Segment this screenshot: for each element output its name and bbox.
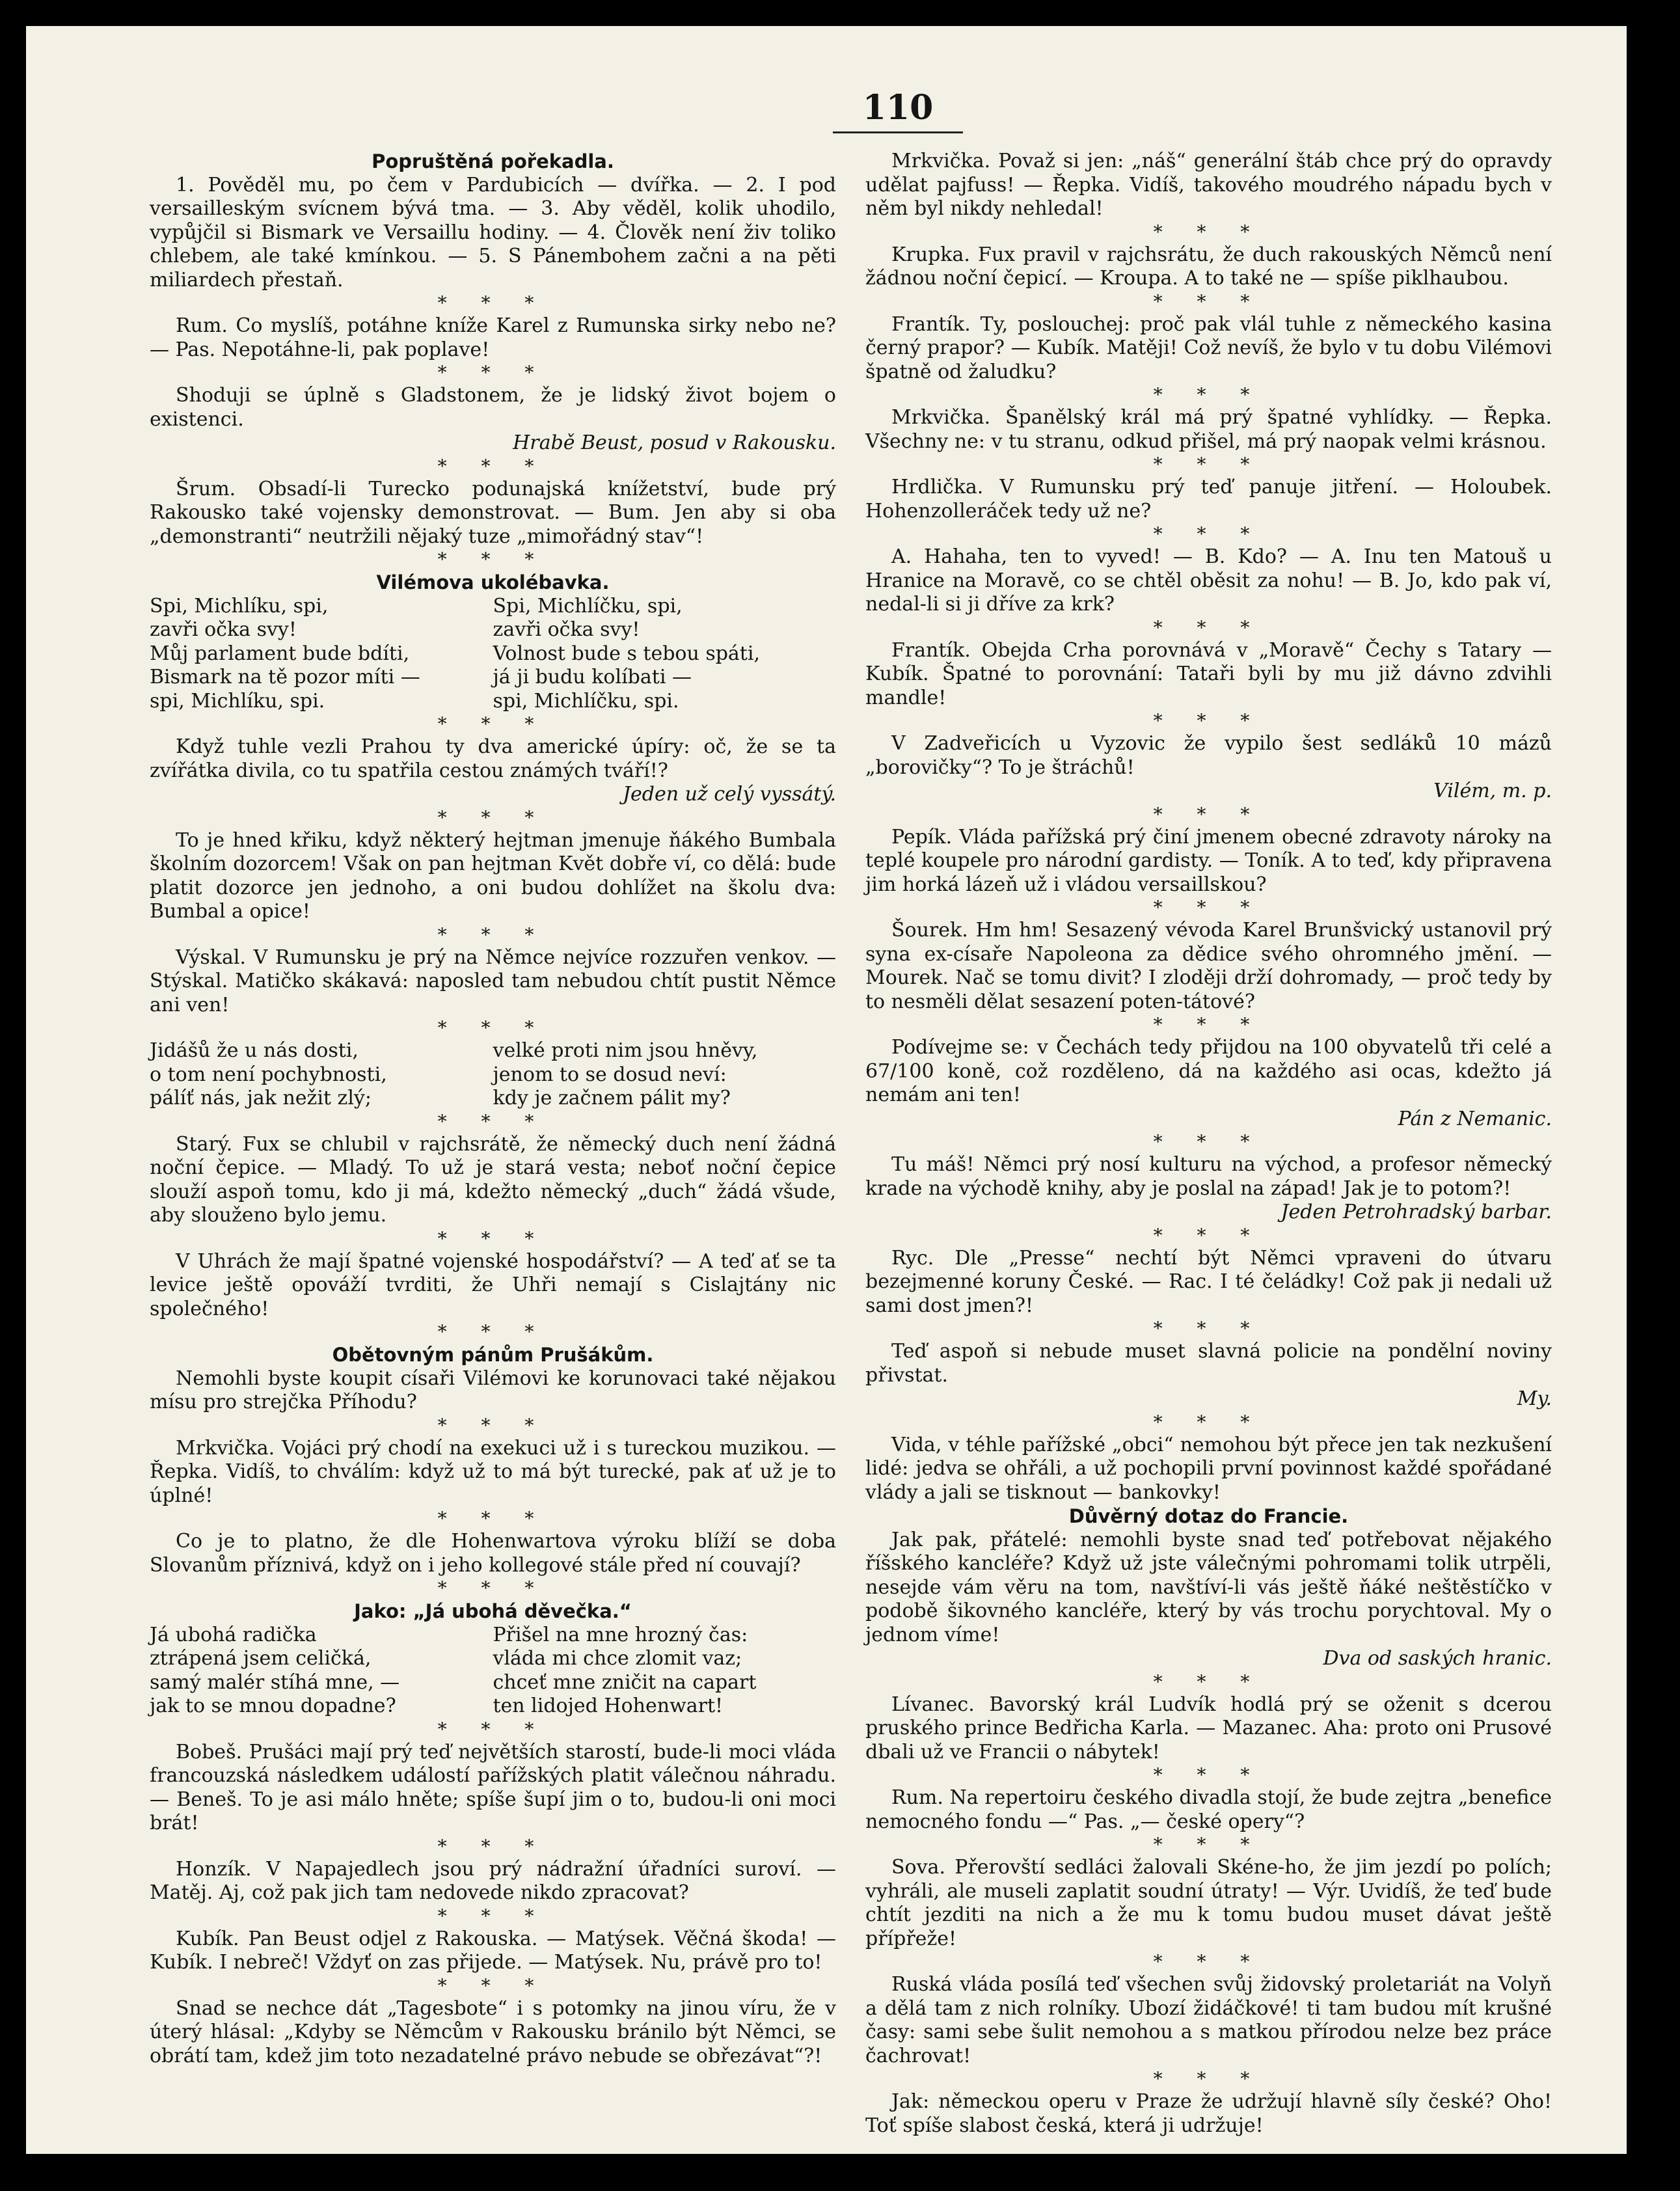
signature: Jeden Petrohradský barbar. <box>1280 1201 1552 1223</box>
poem-line: Můj parlament bude bdíti, <box>150 642 410 665</box>
asterism-separator: * * * <box>1153 616 1264 638</box>
asterism-separator: * * * <box>1153 1224 1264 1246</box>
paragraph: Pepík. Vláda pařížská prý činí jmenem obecné zdravoty nároky na teplé koupele pro národní gardisty. — Toník. A to teď, kdy připravena jim horká lázeň už i vládou versaillskou? <box>865 825 1552 896</box>
asterism-separator: * * * <box>1153 221 1264 243</box>
poem-line: jenom to se dosud neví: <box>493 1063 727 1086</box>
paragraph: Tu máš! Němci prý nosí kulturu na východ, a profesor německý krade na východě knihy, aby je poslal na západ! Jak je to potom?! <box>865 1153 1552 1200</box>
poem <box>150 1039 836 1111</box>
paragraph: Rum. Na repertoiru českého divadla stojí, že bude zejtra „benefice nemocného fondu —“ Pas. „— české opery“? <box>865 1786 1552 1833</box>
paragraph: Rum. Co myslíš, potáhne kníže Karel z Rumunska sirky nebo ne? — Pas. Nepotáhne-li, pak poplave! <box>150 314 836 361</box>
poem-line: Volnost bude s tebou spáti, <box>493 642 760 665</box>
asterism-separator: * * * <box>437 292 549 314</box>
paragraph: A. Hahaha, ten to vyved! — B. Kdo? — A. Inu ten Matouš u Hranice na Moravě, co se chtěl oběsit za nohu! — B. Jo, kdo pak ví, nedal-li si ji dříve za krk? <box>865 545 1552 616</box>
poem-column <box>150 1624 493 1719</box>
paragraph: V Zadveřicích u Vyzovic že vypilo šest sedláků 10 mázů „borovičky“? To je štráchů! <box>865 732 1552 779</box>
paragraph: V Uhrách že mají špatné vojenské hospodářství? — A teď ať se ta levice ještě opováží tvrditi, že Uhři nemají s Cislajtány nic společného! <box>150 1249 836 1320</box>
asterism-separator: * * * <box>1153 710 1264 731</box>
paragraph: Frantík. Obejda Crha porovnává v „Moravě“ Čechy s Tatary — Kubík. Špatné to porovnání: Tataři byli by mu již dávno zdvihli mandle! <box>865 638 1552 709</box>
signature: My. <box>1517 1387 1552 1410</box>
poem-line: zavři očka svy! <box>493 618 640 641</box>
poem-line: já ji budu kolíbati — <box>493 666 692 688</box>
poem-line: chceť mne zničit na capart <box>493 1670 757 1694</box>
asterism-separator: * * * <box>437 1835 549 1857</box>
page-number: 110 <box>833 88 963 133</box>
paragraph: Sova. Přerovští sedláci žalovali Skéne-ho, že jim jezdí po polích; vyhráli, ale museli zaplatit soudní útraty! — Výr. Uvidíš, že teď bude chtít jezditi na nich a že mu k tomu budou muset dávat ještě přípřeže! <box>865 1856 1552 1950</box>
asterism-separator: * * * <box>1153 897 1264 918</box>
poem-column <box>150 1039 493 1111</box>
paragraph: Výskal. V Rumunsku je prý na Němce nejvíce rozzuřen venkov. — Stýskal. Matičko skákavá: naposled tam nebudou chtít pustit Němce ani ven! <box>150 946 836 1016</box>
poem-line: Přišel na mne hrozný čas: <box>493 1623 748 1646</box>
asterism-separator: * * * <box>1153 1318 1264 1339</box>
poem-line: kdy je začnem pálit my? <box>493 1087 731 1109</box>
paragraph: Když tuhle vezli Prahou ty dva americké úpíry: oč, že se ta zvířátka divila, co tu spatřila cestou známých tváří!? <box>150 735 836 782</box>
poem-line: ten lidojed Hohenwart! <box>493 1694 724 1717</box>
paragraph: Co je to platno, že dle Hohenwartova výroku blíží se doba Slovanům příznivá, když on i jeho kollegové stále před ní couvají? <box>150 1530 836 1577</box>
asterism-separator: * * * <box>437 1017 549 1039</box>
poem <box>150 1624 836 1719</box>
paragraph: Kubík. Pan Beust odjel z Rakouska. — Matýsek. Věčná škoda! — Kubík. I nebreč! Vždyť on zas přijede. — Matýsek. Nu, právě pro to! <box>150 1927 836 1974</box>
paragraph: Jak pak, přátelé: nemohli byste snad teď potřebovat nějakého říšského kancléře? Když už jste válečnými pohromami tolik utrpěli, nesejde vám věru na tom, navštíví-li vás ještě ňáké neštěstíčko v podobě šikovného kancléře, který by vás trochu porychtoval. My o jednom víme! <box>865 1528 1552 1646</box>
poem-column <box>493 1624 837 1719</box>
paragraph: Podívejme se: v Čechách tedy přijdou na 100 obyvatelů tři celé a 67/100 koně, což rozděleno, dá na každého asi ocas, kdežto já nemám ani ten! <box>865 1036 1552 1106</box>
asterism-separator: * * * <box>1153 523 1264 545</box>
poem-line: pálíť nás, jak nežit zlý; <box>150 1087 372 1109</box>
poem-column <box>493 1039 837 1111</box>
paragraph: To je hned křiku, když některý hejtman jmenuje ňákého Bumbala školním dozorcem! Však on pan hejtman Květ dobře ví, co dělá: bude platit dozorce jen jednoho, a oni budou dohlížet na školu dva: Bumbal a opice! <box>150 828 836 923</box>
paragraph: Krupka. Fux pravil v rajchsrátu, že duch rakouských Němců není žádnou noční čepicí. — Kroupa. A to také ne — spíše piklhaubou. <box>865 243 1552 290</box>
poem-line: Spi, Michlíčku, spi, <box>493 594 683 618</box>
asterism-separator: * * * <box>1153 1951 1264 1972</box>
asterism-separator: * * * <box>1153 803 1264 825</box>
asterism-separator: * * * <box>437 923 549 946</box>
asterism-separator: * * * <box>1153 1834 1264 1855</box>
poem-line: jak to se mnou dopadne? <box>150 1694 396 1717</box>
paragraph: Nemohli byste koupit císaři Vilémovi ke korunovaci také nějakou mísu pro strejčka Příhodu? <box>150 1367 836 1413</box>
poem-column <box>150 595 493 714</box>
asterism-separator: * * * <box>437 455 549 477</box>
paragraph: Jak: německou operu v Praze že udržují hlavně síly české? Oho! Toť spíše slabost česká, která ji udržuje! <box>865 2090 1552 2137</box>
asterism-separator: * * * <box>437 362 549 383</box>
asterism-separator: * * * <box>1153 1131 1264 1152</box>
paragraph: Mrkvička. Považ si jen: „náš“ generální štáb chce prý do opravdy udělat pajfuss! — Řepka. Vidíš, takového moudrého nápadu bych v něm byl nikdy nehledal! <box>865 150 1552 220</box>
paragraph: Honzík. V Napajedlech jsou prý nádražní úřadníci suroví. — Matěj. Aj, což pak jich tam nedovede nikdo zpracovat? <box>150 1857 836 1904</box>
asterism-separator: * * * <box>437 1227 549 1249</box>
poem <box>150 595 836 714</box>
newspaper-page <box>26 26 1627 2154</box>
paragraph: Mrkvička. Vojáci prý chodí na exekuci už i s tureckou muzikou. — Řepka. Vidíš, to chválím: když už to má být turecké, pak ať už je to úplné! <box>150 1436 836 1507</box>
poem-line: Bismark na tě pozor míti — <box>150 666 420 688</box>
left-column <box>150 150 836 2068</box>
asterism-separator: * * * <box>437 806 549 828</box>
right-column <box>865 150 1552 2138</box>
paragraph: Ryc. Dle „Presse“ nechtí být Němci vpraveni do útvaru bezejmenné koruny České. — Rac. I té čeládky! Což pak ji nedali už sami dost jmen?! <box>865 1246 1552 1317</box>
asterism-separator: * * * <box>437 1508 549 1529</box>
paragraph: Teď aspoň si nebude muset slavná policie na pondělní noviny přivstat. <box>865 1340 1552 1387</box>
section-heading: Popruštěná pořekadla. <box>372 150 614 172</box>
paragraph: Bobeš. Prušáci mají prý teď největších starostí, bude-li moci vláda francouzská následkem událostí pařížských platit válečnou náhradu. — Beneš. To je asi málo hněte; spíše šupí jim o to, budou-li oni moci brát! <box>150 1740 836 1834</box>
asterism-separator: * * * <box>437 1905 549 1927</box>
paragraph: Lívanec. Bavorský král Ludvík hodlá prý se oženit s dcerou pruského prince Bedřicha Karla. — Mazanec. Aha: proto oni Prusové dbali už ve Francii o nábytek! <box>865 1693 1552 1763</box>
signature: Hrabě Beust, posud v Rakousku. <box>513 431 836 454</box>
paragraph: Hrdlička. V Rumunsku prý teď panuje jitření. — Holoubek. Hohenzolleráček tedy už ne? <box>865 476 1552 523</box>
paragraph: Vida, v téhle pařížské „obci“ nemohou být přece jen tak nezkušení lidé: jedva se ohřáli, a už pochopili první povinnost každé spořádané vlády a jali se tisknout — bankovky! <box>865 1433 1552 1504</box>
asterism-separator: * * * <box>1153 454 1264 475</box>
poem-line: velké proti nim jsou hněvy, <box>493 1039 758 1062</box>
asterism-separator: * * * <box>437 1110 549 1132</box>
paragraph: Shoduji se úplně s Gladstonem, že je lidský život bojem o existenci. <box>150 384 836 431</box>
signature: Vilém, m. p. <box>1433 780 1552 802</box>
asterism-separator: * * * <box>1153 1411 1264 1433</box>
asterism-separator: * * * <box>1153 290 1264 312</box>
poem-line: Já ubohá radička <box>150 1623 317 1646</box>
asterism-separator: * * * <box>1153 384 1264 405</box>
paragraph: Mrkvička. Španělský král má prý špatné vyhlídky. — Řepka. Všechny ne: v tu stranu, odkud přišel, má prý naopak velmi krásnou. <box>865 406 1552 453</box>
signature: Dva od saských hranic. <box>1323 1647 1552 1670</box>
signature: Jeden už celý vyssátý. <box>622 783 836 806</box>
section-heading: Obětovným pánům Prušákům. <box>332 1344 654 1366</box>
asterism-separator: * * * <box>437 1577 549 1599</box>
poem-line: vláda mi chce zlomit vaz; <box>493 1647 742 1670</box>
signature: Pán z Nemanic. <box>1398 1107 1552 1130</box>
poem-line: ztrápená jsem celičká, <box>150 1647 372 1670</box>
poem-line: samý malér stíhá mne, — <box>150 1670 400 1694</box>
paragraph: Šrum. Obsadí-li Turecko podunajská knížetství, bude prý Rakousko také vojensky demonstrovat. — Bum. Jen aby si oba „demonstranti“ neutržili nějaký tuze „mimořádný stav“! <box>150 477 836 548</box>
section-heading: Jako: „Já ubohá děvečka.“ <box>354 1600 632 1622</box>
section-heading: Důvěrný dotaz do Francie. <box>1068 1505 1349 1527</box>
paragraph: 1. Pověděl mu, po čem v Pardubicích — dvířka. — 2. I pod versailleským svícnem bývá tma. — 3. Aby věděl, kolik uhodilo, vypůjčil si Bismark ve Versaillu hodiny. — 4. Člověk není živ toliko chlebem, ale také kmínkou. — 5. S Pánembohem začni a na pěti miliardech přestaň. <box>150 173 836 292</box>
paragraph: Šourek. Hm hm! Sesazený vévoda Karel Brunšvický ustanovil prý syna ex-císaře Napoleona za dědice svého ohromného jmění. — Mourek. Nač se tomu divit? I zloději drží dohromady, — proč tedy by to nesměli dělat sesazení poten-tátové? <box>865 919 1552 1013</box>
asterism-separator: * * * <box>437 713 549 735</box>
paragraph: Snad se nechce dát „Tagesbote“ i s potomky na jinou víru, že v úterý hlásal: „Kdyby se Němcům v Rakousku bránilo být Němci, se obrátí tam, kdež jim toto nezadatelné právo nebude se obřezávat“?! <box>150 1996 836 2067</box>
asterism-separator: * * * <box>437 1718 549 1740</box>
asterism-separator: * * * <box>437 1974 549 1996</box>
paragraph: Starý. Fux se chlubil v rajchsrátě, že německý duch není žádná noční čepice. — Mladý. To už je stará vesta; neboť noční čepice slouží aspoň tomu, kdo ji má, kdežto německý „duch“ žádá všude, aby slouženo bylo jemu. <box>150 1132 836 1227</box>
paragraph: Ruská vláda posílá teď všechen svůj židovský proletariát na Volyň a dělá tam z nich rolníky. Ubozí židáčkové! ti tam budou mít krušné časy: sami sebe šulit nemohou a s matkou přírodou nelze bez práce čachrovat! <box>865 1973 1552 2067</box>
poem-line: spi, Michlíčku, spi. <box>493 689 679 713</box>
section-heading: Vilémova ukolébavka. <box>376 571 610 593</box>
asterism-separator: * * * <box>1153 1014 1264 1035</box>
asterism-separator: * * * <box>437 549 549 570</box>
asterism-separator: * * * <box>437 1321 549 1342</box>
asterism-separator: * * * <box>1153 1764 1264 1786</box>
asterism-separator: * * * <box>1153 2068 1264 2089</box>
poem-line: spi, Michlíku, spi. <box>150 689 325 713</box>
poem-line: Spi, Michlíku, spi, <box>150 594 329 618</box>
poem-line: Jidášů že u nás dosti, <box>150 1039 359 1062</box>
paragraph: Frantík. Ty, poslouchej: proč pak vlál tuhle z německého kasina černý prapor? — Kubík. Matěji! Což nevíš, že bylo v tu dobu Vilémovi špatně od žaludku? <box>865 312 1552 383</box>
asterism-separator: * * * <box>437 1414 549 1436</box>
asterism-separator: * * * <box>1153 1670 1264 1693</box>
poem-line: zavři očka svy! <box>150 618 297 641</box>
poem-column <box>493 595 837 714</box>
poem-line: o tom není pochybnosti, <box>150 1063 387 1086</box>
